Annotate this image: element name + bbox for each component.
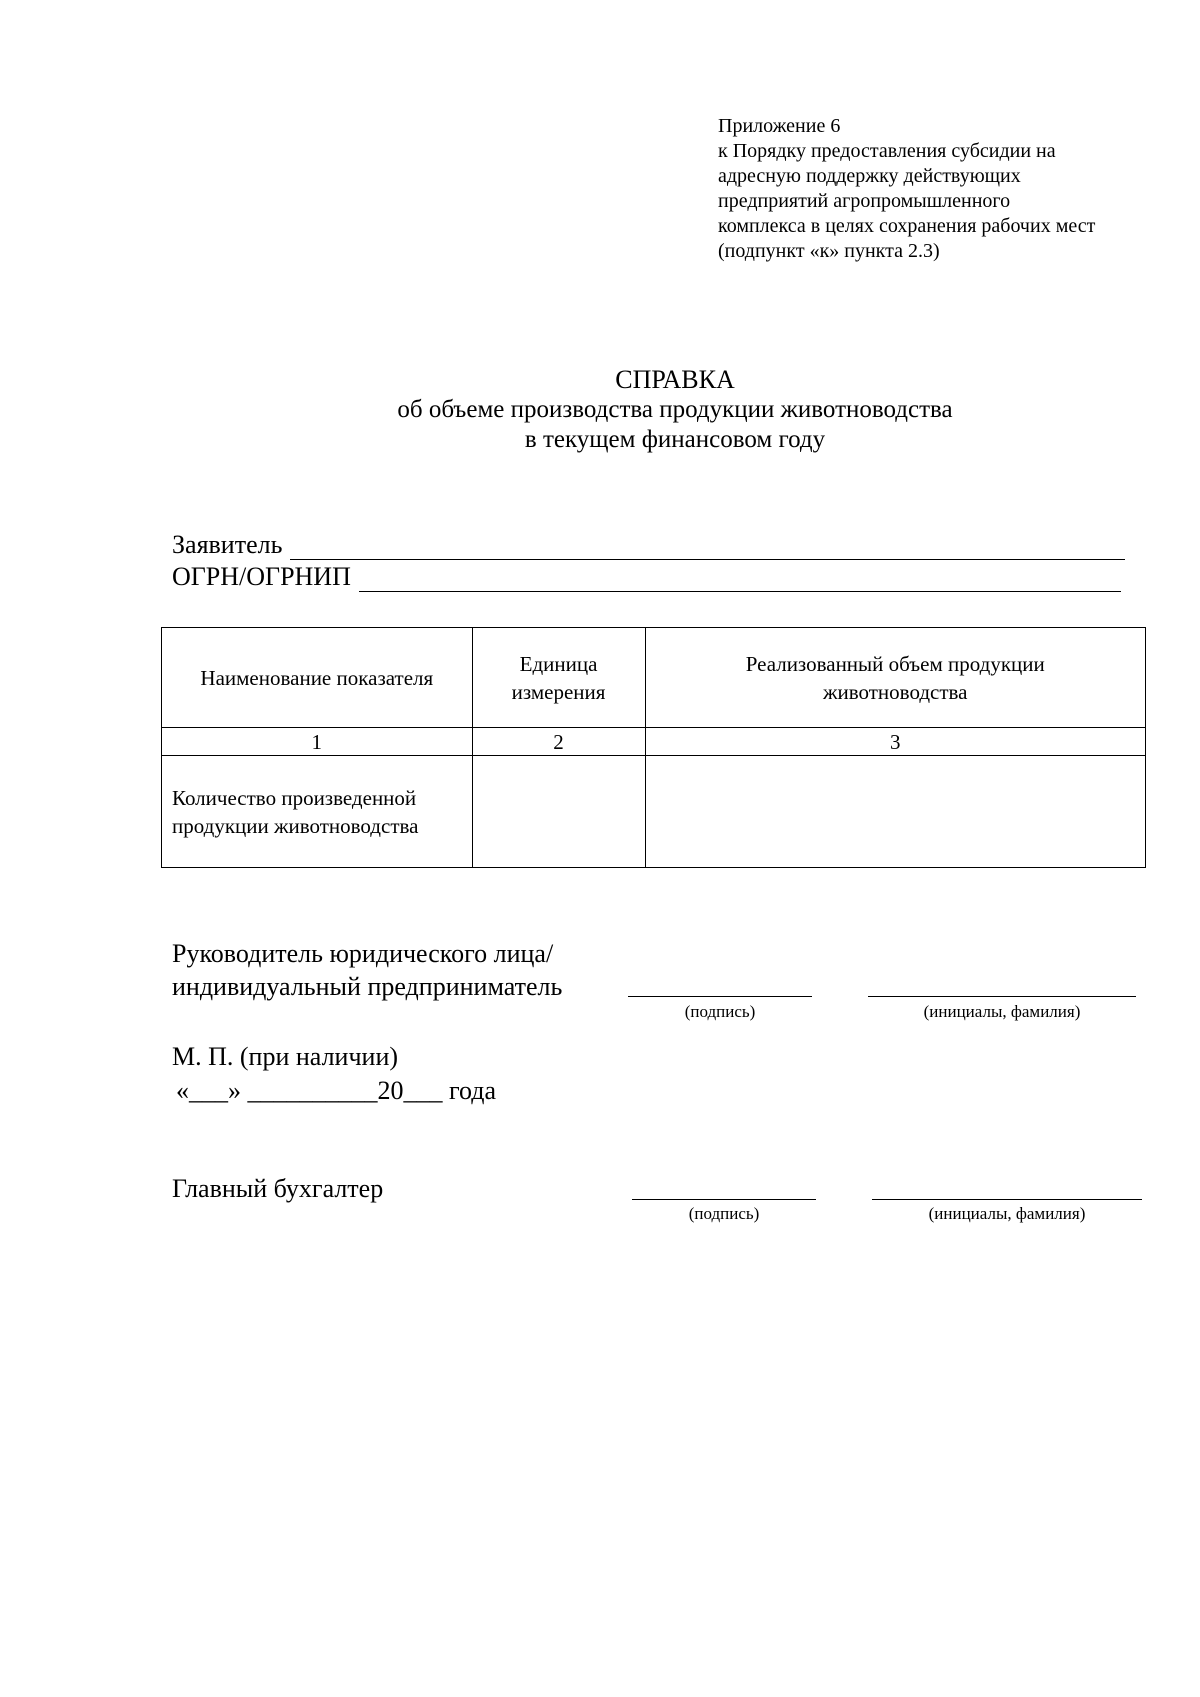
header-cell-indicator: Наименование показателя [162,628,473,728]
ogrn-label: ОГРН/ОГРНИП [172,562,351,591]
stamp-label: М. П. (при наличии) [172,1042,399,1071]
header-unit-text: Единица измерения [511,651,606,704]
header-cell-volume [645,628,1145,728]
appendix-block [718,114,1168,264]
head-name-caption: (инициалы, фамилия) [923,1002,1081,1021]
accountant-label: Главный бухгалтер [172,1174,384,1203]
document-title [0,365,1200,455]
indicator-cell: Количество произведенной продукции животноводства [162,756,473,868]
column-number-2: 2 [472,728,645,756]
title-heading: СПРАВКА [615,365,735,394]
head-label-line2: индивидуальный предприниматель [172,972,563,1001]
table-header-row [162,628,1146,728]
ogrn-input-line[interactable] [359,569,1121,592]
appendix-line: адресную поддержку действующих [718,165,1021,187]
head-signature-line[interactable] [628,996,812,997]
appendix-line: к Порядку предоставления субсидии на [718,140,1056,162]
applicant-label: Заявитель [172,530,283,559]
accountant-name-line[interactable] [872,1199,1142,1200]
unit-cell[interactable] [472,756,645,868]
volume-cell[interactable] [645,756,1145,868]
head-signature-caption: (подпись) [684,1002,756,1021]
column-number-1: 1 [162,728,473,756]
ogrn-field [172,562,1121,592]
date-line: «___» __________20___ года [176,1076,497,1105]
appendix-line: (подпункт «к» пункта 2.3) [718,240,940,262]
applicant-field [172,530,1125,560]
title-subtitle-year: в текущем финансовом году [524,426,826,453]
head-name-line[interactable] [868,996,1136,997]
column-number-3: 3 [645,728,1145,756]
appendix-line: предприятий агропромышленного [718,190,1011,212]
accountant-signature-line[interactable] [632,1199,816,1200]
table-number-row [162,728,1146,756]
table-row [162,756,1146,868]
header-volume-text: Реализованный объем продукции животноводства [745,651,1045,704]
appendix-line: Приложение 6 [718,115,841,137]
production-table [161,627,1146,868]
title-subtitle: об объеме производства продукции животноводства [397,396,953,423]
applicant-input-line[interactable] [290,537,1125,560]
appendix-line: комплекса в целях сохранения рабочих мест [718,215,1096,237]
accountant-name-caption: (инициалы, фамилия) [928,1204,1086,1223]
accountant-signature-caption: (подпись) [688,1204,760,1223]
header-cell-unit [472,628,645,728]
head-label-line1: Руководитель юридического лица/ [172,939,554,968]
